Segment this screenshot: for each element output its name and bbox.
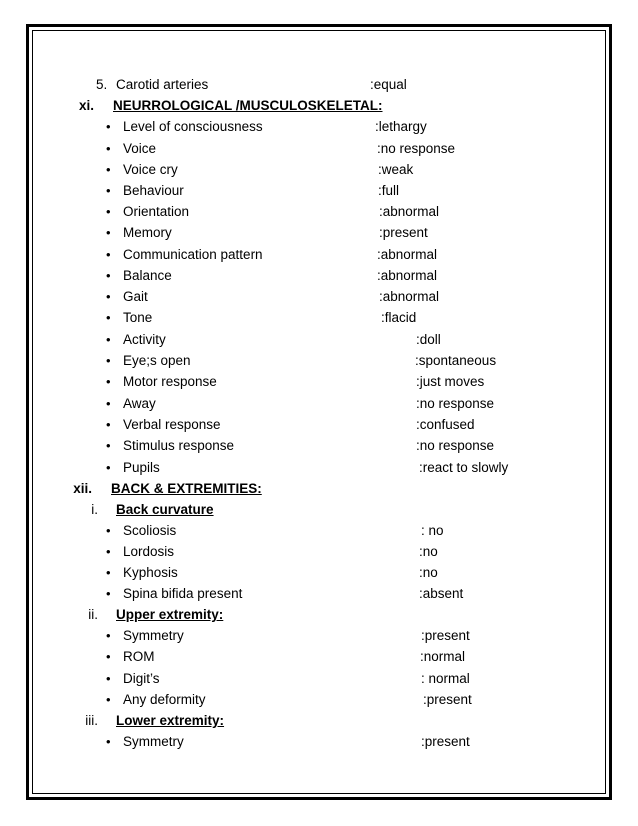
bullet-icon: • <box>106 628 111 643</box>
subsection-heading <box>0 604 638 625</box>
item-value: :confused <box>416 417 475 432</box>
item-label: Level of consciousness <box>123 119 263 134</box>
item-value: :no response <box>377 141 456 156</box>
subsection-heading <box>0 710 638 731</box>
item-label: Behaviour <box>123 183 184 198</box>
bullet-icon: • <box>106 289 111 304</box>
item-label: Symmetry <box>123 734 184 749</box>
item-value: :present <box>379 225 428 240</box>
list-item <box>0 646 638 667</box>
item-label: Voice <box>123 141 157 156</box>
list-item <box>0 457 638 478</box>
bullet-icon: • <box>106 417 111 432</box>
list-item <box>0 180 638 201</box>
bullet-icon: • <box>106 141 111 156</box>
list-item <box>0 541 638 562</box>
bullet-icon: • <box>106 544 111 559</box>
bullet-icon: • <box>106 310 111 325</box>
list-item <box>0 329 638 350</box>
item-value: :present <box>421 734 470 749</box>
item-label: Stimulus response <box>123 438 235 453</box>
item-value: : no <box>421 523 444 538</box>
list-item <box>0 562 638 583</box>
list-item <box>0 414 638 435</box>
bullet-icon: • <box>106 396 111 411</box>
bullet-icon: • <box>106 523 111 538</box>
item-label: Carotid arteries <box>116 77 209 92</box>
item-value: :spontaneous <box>415 353 497 368</box>
list-item <box>0 116 638 137</box>
list-item <box>0 201 638 222</box>
item-value: :present <box>421 628 470 643</box>
item-number: 5. <box>96 77 108 92</box>
item-value: :abnormal <box>379 204 440 219</box>
item-value: :weak <box>378 162 414 177</box>
list-item <box>0 689 638 710</box>
section-heading <box>0 95 638 116</box>
bullet-icon: • <box>106 247 111 262</box>
list-item <box>0 393 638 414</box>
item-label: Pupils <box>123 460 160 475</box>
item-label: Voice cry <box>123 162 178 177</box>
subsection-numeral: iii. <box>85 713 98 728</box>
item-value: :abnormal <box>377 268 438 283</box>
item-value: :present <box>423 692 472 707</box>
item-label: Motor response <box>123 374 217 389</box>
section-numeral: xii. <box>73 481 92 496</box>
list-item <box>0 222 638 243</box>
list-item <box>0 435 638 456</box>
list-item <box>0 371 638 392</box>
list-item <box>0 286 638 307</box>
bullet-icon: • <box>106 649 111 664</box>
item-value: :abnormal <box>379 289 440 304</box>
item-value: : normal <box>421 671 470 686</box>
list-item <box>0 731 638 752</box>
item-value: :just moves <box>416 374 485 389</box>
section-title: BACK & EXTREMITIES: <box>111 481 262 496</box>
subsection-title: Back curvature <box>116 502 214 517</box>
item-label: Spina bifida present <box>123 586 243 601</box>
bullet-icon: • <box>106 671 111 686</box>
bullet-icon: • <box>106 438 111 453</box>
item-value: :lethargy <box>375 119 427 134</box>
item-label: Symmetry <box>123 628 184 643</box>
bullet-icon: • <box>106 374 111 389</box>
list-item <box>0 74 638 95</box>
bullet-icon: • <box>106 268 111 283</box>
bullet-icon: • <box>106 225 111 240</box>
list-item <box>0 307 638 328</box>
section-title: NEURROLOGICAL /MUSCULOSKELETAL: <box>113 98 383 113</box>
bullet-icon: • <box>106 353 111 368</box>
bullet-icon: • <box>106 460 111 475</box>
section-numeral: xi. <box>78 98 94 113</box>
item-label: ROM <box>123 649 155 664</box>
item-label: Tone <box>123 310 153 325</box>
item-label: Verbal response <box>123 417 221 432</box>
list-item <box>0 265 638 286</box>
item-label: Gait <box>123 289 148 304</box>
item-label: Eye;s open <box>123 353 191 368</box>
list-item <box>0 625 638 646</box>
bullet-icon: • <box>106 332 111 347</box>
item-value: :full <box>378 183 400 198</box>
item-value: :doll <box>416 332 441 347</box>
item-value: :no response <box>416 396 495 411</box>
item-label: Away <box>123 396 156 411</box>
item-value: :react to slowly <box>419 460 509 475</box>
item-label: Digit’s <box>123 671 160 686</box>
item-value: :absent <box>419 586 464 601</box>
bullet-icon: • <box>106 119 111 134</box>
item-label: Orientation <box>123 204 190 219</box>
item-value: :normal <box>420 649 466 664</box>
subsection-title: Upper extremity: <box>116 607 224 622</box>
item-label: Kyphosis <box>123 565 178 580</box>
list-item <box>0 583 638 604</box>
bullet-icon: • <box>106 586 111 601</box>
item-value: :no <box>419 544 438 559</box>
item-value: :no <box>419 565 438 580</box>
list-item <box>0 668 638 689</box>
item-label: Lordosis <box>123 544 175 559</box>
bullet-icon: • <box>106 734 111 749</box>
list-item <box>0 159 638 180</box>
item-label: Activity <box>123 332 166 347</box>
section-heading <box>0 478 638 499</box>
subsection-title: Lower extremity: <box>116 713 225 728</box>
list-item <box>0 138 638 159</box>
bullet-icon: • <box>106 204 111 219</box>
subsection-numeral: ii. <box>88 607 98 622</box>
item-label: Balance <box>123 268 172 283</box>
bullet-icon: • <box>106 565 111 580</box>
item-value: :flacid <box>381 310 417 325</box>
item-label: Communication pattern <box>123 247 263 262</box>
list-item <box>0 520 638 541</box>
item-value: :abnormal <box>377 247 438 262</box>
item-value: :equal <box>370 77 407 92</box>
bullet-icon: • <box>106 183 111 198</box>
subsection-numeral: i. <box>91 502 98 517</box>
item-label: Scoliosis <box>123 523 177 538</box>
item-label: Memory <box>123 225 172 240</box>
subsection-heading <box>0 499 638 520</box>
bullet-icon: • <box>106 162 111 177</box>
list-item <box>0 244 638 265</box>
bullet-icon: • <box>106 692 111 707</box>
item-value: :no response <box>416 438 495 453</box>
item-label: Any deformity <box>123 692 206 707</box>
list-item <box>0 350 638 371</box>
